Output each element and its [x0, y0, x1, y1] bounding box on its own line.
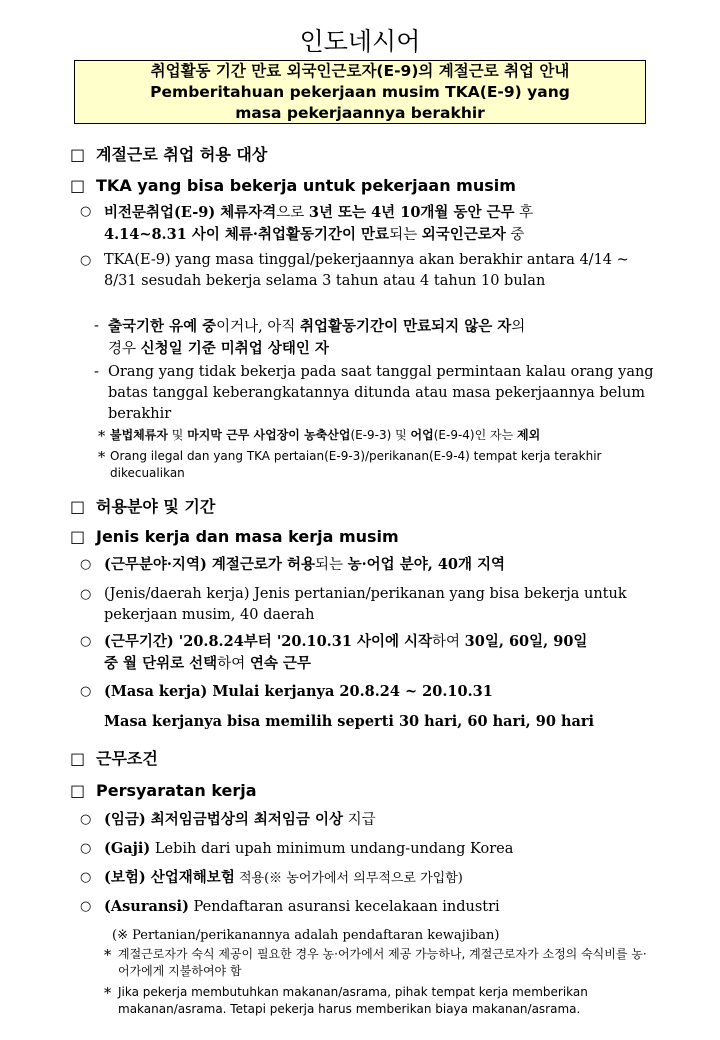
- paragraph-eligibility-ko: 비전문취업(E-9) 체류자격으로 3년 또는 4년 10개월 동안 근무 후 4.14~8.31 사이 체류·취업활동기간이 만료되는 외국인근로자 중: [104, 204, 534, 243]
- checkbox-square-icon: □: [70, 749, 86, 768]
- note-lodging-id: Jika pekerja membutuhkan makanan/asrama, pihak tempat kerja memberikan makanan/asrama. Tetapi pekerja harus memberikan biaya makanan/asrama.: [118, 985, 588, 1016]
- section-heading-eligibility-id: [70, 176, 516, 195]
- note-star-icon: *: [104, 948, 112, 964]
- circle-bullet-icon: ○: [80, 684, 92, 699]
- heading-text: Jenis kerja dan masa kerja musim: [96, 527, 399, 546]
- notice-title-indonesian-cont: masa pekerjaannya berakhir: [235, 104, 485, 122]
- circle-bullet-icon: ○: [80, 587, 92, 602]
- paragraph-eligibility-id: TKA(E-9) yang masa tinggal/pekerjaannya akan berakhir antara 4/14 ~ 8/31 sesudah bekerja selama 3 tahun atau 4 tahun 10 bulan: [104, 252, 629, 289]
- page-title: 인도네시어: [299, 27, 421, 56]
- paragraph-period-id: (Masa kerja) Mulai kerjanya 20.8.24 ~ 20.10.31 Masa kerjanya bisa memilih seperti 30 hari, 60 hari, 90 hari: [104, 683, 595, 730]
- circle-bullet-icon: ○: [80, 841, 92, 856]
- checkbox-square-icon: □: [70, 497, 86, 516]
- circle-bullet-icon: ○: [80, 812, 92, 827]
- circle-bullet-icon: ○: [80, 870, 92, 885]
- paragraph-insurance-id: (Asuransi) Pendaftaran asuransi kecelakaan industri: [104, 898, 500, 915]
- notice-banner: [74, 60, 646, 124]
- circle-bullet-icon: ○: [80, 253, 92, 268]
- checkbox-square-icon: □: [70, 527, 86, 546]
- paragraph-field-ko: (근무분야·지역) 계절근로가 허용되는 농·어업 분야, 40개 지역: [104, 556, 506, 573]
- paragraph-period-ko: (근무기간) '20.8.24부터 '20.10.31 사이에 시작하여 30일, 60일, 90일 중 월 단위로 선택하여 연속 근무: [104, 633, 588, 672]
- dash-bullet-icon: -: [94, 364, 99, 380]
- circle-bullet-icon: ○: [80, 899, 92, 914]
- heading-text: 근무조건: [96, 749, 158, 768]
- checkbox-square-icon: □: [70, 781, 86, 800]
- section-heading-conditions-id: [70, 781, 257, 800]
- notice-title-indonesian: Pemberitahuan pekerjaan musim TKA(E-9) yang: [150, 83, 570, 101]
- section-heading-field-id: [70, 527, 399, 546]
- section-heading-eligibility-ko: [70, 142, 267, 165]
- circle-bullet-icon: ○: [80, 634, 92, 649]
- paragraph-wage-ko: (임금) 최저임금법상의 최저임금 이상 지급: [104, 811, 376, 828]
- paragraph-wage-id: (Gaji) Lebih dari upah minimum undang-undang Korea: [104, 840, 514, 857]
- notice-title-korean: 취업활동 기간 만료 외국인근로자(E-9)의 계절근로 취업 안내: [150, 62, 570, 80]
- checkbox-square-icon: □: [70, 176, 86, 195]
- circle-bullet-icon: ○: [80, 204, 92, 219]
- paragraph-insurance-ko: (보험) 산업재해보험 적용(※ 농어가에서 의무적으로 가입함): [104, 869, 463, 886]
- paragraph-field-id: (Jenis/daerah kerja) Jenis pertanian/perikanan yang bisa bekerja untuk pekerjaan musim, 40 daerah: [104, 586, 627, 623]
- note-star-icon: *: [98, 429, 106, 445]
- heading-text: 계절근로 취업 허용 대상: [96, 145, 268, 164]
- checkbox-square-icon: □: [70, 145, 86, 164]
- circle-bullet-icon: ○: [80, 557, 92, 572]
- paragraph-condition-id: Orang yang tidak bekerja pada saat tanggal permintaan kalau orang yang batas tanggal keberangkatannya ditunda atau masa pekerjaannya belum berakhir: [108, 364, 654, 422]
- note-lodging-ko: 계절근로자가 숙식 제공이 필요한 경우 농·어가에서 제공 가능하나, 계절근로자가 소정의 숙식비를 농·어가에게 지불하여야 함: [118, 947, 647, 978]
- section-heading-conditions-ko: [70, 746, 158, 769]
- note-star-icon: *: [104, 986, 112, 1002]
- dash-bullet-icon: -: [94, 318, 99, 334]
- heading-text: Persyaratan kerja: [96, 781, 257, 800]
- section-heading-field-ko: [70, 494, 215, 517]
- note-insurance-id: (※ Pertanian/perikanannya adalah pendaftaran kewajiban): [112, 928, 500, 943]
- note-exclusion-id: Orang ilegal dan yang TKA pertaian(E-9-3)/perikanan(E-9-4) tempat kerja terakhir dikecualikan: [110, 449, 602, 480]
- note-star-icon: *: [98, 450, 106, 466]
- heading-text: 허용분야 및 기간: [96, 497, 216, 516]
- heading-text: TKA yang bisa bekerja untuk pekerjaan musim: [96, 176, 516, 195]
- paragraph-condition-ko: 출국기한 유예 중이거나, 아직 취업활동기간이 만료되지 않은 자의 경우 신청일 기준 미취업 상태인 자: [108, 318, 526, 357]
- note-exclusion-ko: 불법체류자 및 마지막 근무 사업장이 농축산업(E-9-3) 및 어업(E-9-4)인 자는 제외: [110, 428, 541, 442]
